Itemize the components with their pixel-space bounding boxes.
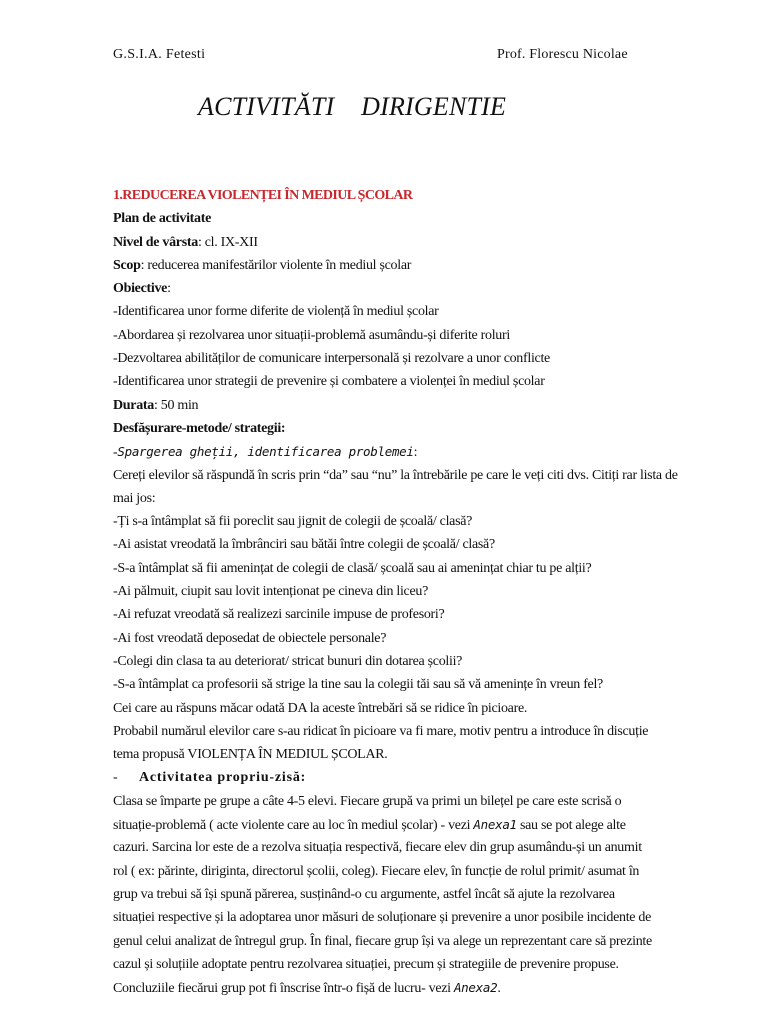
section-heading: 1.REDUCEREA VIOLENȚEI ÎN MEDIUL ȘCOLAR — [113, 188, 413, 203]
objective-item: -Identificarea unor strategii de prevenire și combatere a violenței în mediul școlar — [113, 374, 545, 390]
activity-heading: - Activitatea propriu-zisă: — [113, 770, 307, 786]
icebreak-intro-cont: mai jos: — [113, 490, 156, 506]
activity-text: situație-problemă ( acte violente care au loc în mediul școlar) - vezi Anexa1 sau se pot alege alte — [113, 817, 626, 834]
activity-text: rol ( ex: părinte, diriginta, directorul școlii, coleg). Fiecare elev, în funcție de rolul primit/ asumat în — [113, 863, 640, 879]
scope-value: : reducerea manifestărilor violente în mediul școlar — [140, 257, 412, 273]
activity-text: grup va trebui să își spună părerea, susținând-o cu argumente, astfel încât să ajute la rezolvarea — [113, 886, 615, 902]
question-item: -Colegi din clasa ta au deteriorat/ stricat bunuri din dotarea școlii? — [113, 653, 463, 669]
school-name: G.S.I.A. Fetesti — [113, 47, 206, 62]
activity-text: Clasa se împarte pe grupe a câte 4-5 elevi. Fiecare grupă va primi un bilețel pe care este scrisă o — [113, 793, 622, 809]
icebreak-label: Spargerea gheții, identificarea problemei — [117, 444, 414, 460]
scope-label: Scop — [113, 257, 141, 273]
duration-value: : 50 min — [153, 397, 199, 413]
teacher-name: Prof. Florescu Nicolae — [497, 47, 628, 62]
objectives-heading: Obiective: — [113, 281, 171, 297]
duration — [113, 394, 693, 417]
question-item: -Ai fost vreodată deposedat de obiectele personale? — [113, 630, 387, 646]
age-value: : cl. IX-XII — [197, 234, 258, 250]
age-label: Nivel de vârsta — [113, 234, 198, 250]
activity-text: cazul și soluțiile adoptate pentru rezolvarea situației, precum și strategiile de prevenire propuse. — [113, 956, 619, 972]
question-item: -Ți s-a întâmplat să fii poreclit sau jignit de colegii de școală/ clasă? — [113, 514, 473, 530]
annex2-reference: Anexa2 — [453, 980, 498, 996]
icebreak-heading: -Spargerea gheții, identificarea problemei: — [113, 444, 418, 461]
icebreak-after: tema propusă VIOLENȚA ÎN MEDIUL ȘCOLAR. — [113, 747, 388, 763]
question-item: -S-a întâmplat ca profesorii să strige la tine sau la colegii tăi sau să vă amenințe în vreun fel? — [113, 677, 603, 693]
duration-label: Durata — [113, 397, 154, 413]
icebreak-after: Cei care au răspuns măcar odată DA la aceste întrebări să se ridice în picioare. — [113, 700, 528, 716]
activity-text: genul celui analizat de întregul grup. În final, fiecare grup își va alege un reprezentant care să prezinte — [113, 933, 652, 949]
plan-title: Plan de activitate — [113, 211, 212, 227]
document-body — [113, 184, 693, 999]
annex1-reference: Anexa1 — [473, 817, 517, 833]
methods-heading: Desfășurare-metode/ strategii: — [113, 420, 286, 436]
document-title: ACTIVITĂTI DIRIGENTIE — [198, 92, 507, 121]
icebreak-after: Probabil numărul elevilor care s-au ridicat în picioare va fi mare, motiv pentru a introduce în discuție — [113, 723, 649, 739]
activity-text: Concluziile fiecărui grup pot fi înscrise într-o fișă de lucru- vezi Anexa2. — [113, 980, 501, 997]
activity-label: Activitatea propriu-zisă: — [139, 770, 307, 786]
question-item: -Ai asistat vreodată la îmbrânciri sau bătăi între colegii de școală/ clasă? — [113, 537, 495, 553]
icebreak-intro: Cereți elevilor să răspundă în scris prin “da” sau “nu” la întrebările pe care le veți citi dvs. Citiți rar lista de — [113, 467, 678, 483]
question-item: -Ai pălmuit, ciupit sau lovit intenționat pe cineva din liceu? — [113, 584, 428, 600]
age-level — [113, 231, 693, 254]
objective-item: -Abordarea și rezolvarea unor situații-problemă asumându-și diferite roluri — [113, 327, 510, 343]
activity-text: situației respective și la adoptarea unor măsuri de soluționare și prevenire a unor posibile incidente de — [113, 910, 652, 926]
scope — [113, 254, 693, 277]
objective-item: -Dezvoltarea abilităților de comunicare interpersonală și rezolvare a unor conflicte — [113, 351, 550, 367]
activity-text: cazuri. Sarcina lor este de a rezolva situația respectivă, fiecare elev din grup asumându-și un anumit — [113, 840, 642, 856]
question-item: -Ai refuzat vreodată să realizezi sarcinile impuse de profesori? — [113, 607, 445, 623]
question-item: -S-a întâmplat să fii amenințat de colegii de clasă/ școală sau ai amenințat chiar tu pe alții? — [113, 560, 592, 576]
objective-item: -Identificarea unor forme diferite de violență în mediul școlar — [113, 304, 439, 320]
